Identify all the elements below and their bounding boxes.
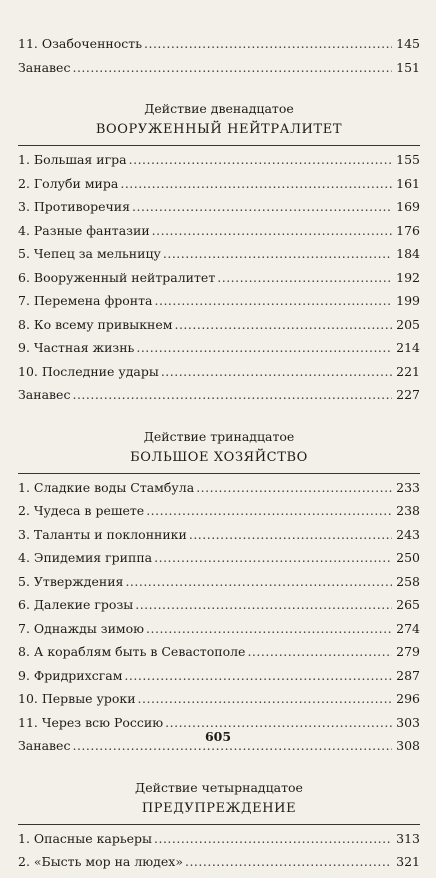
dot-leader	[146, 503, 392, 518]
toc-entry	[18, 199, 420, 223]
dot-leader	[217, 270, 392, 285]
entry-title: 9. Частная жизнь	[18, 340, 135, 355]
entry-page: 184	[396, 246, 420, 261]
toc-entry	[18, 246, 420, 270]
divider	[18, 145, 420, 146]
entry-page: 205	[396, 316, 420, 332]
entry-title: 2. Голуби мира	[18, 175, 119, 191]
entry-title: 10. Первые уроки	[18, 691, 136, 706]
toc-entry	[18, 597, 420, 621]
toc-entry	[18, 152, 420, 176]
entry-title: 1. Опасные карьеры	[18, 830, 153, 846]
toc-entry	[18, 364, 420, 388]
entry-page: 250	[396, 550, 420, 565]
toc-entry	[18, 668, 420, 692]
divider	[18, 824, 420, 825]
act-label: Действие двенадцатое	[144, 101, 294, 116]
entry-title: 1. Сладкие воды Стамбула	[18, 479, 195, 495]
entry-title: 5. Чепец за мельницу	[18, 246, 161, 261]
dot-leader	[165, 715, 392, 730]
entry-title: Занавес	[18, 59, 71, 75]
dot-leader	[129, 152, 392, 167]
entry-title: 5. Утверждения	[18, 573, 124, 589]
entry-title: Занавес	[18, 387, 71, 402]
toc-entry	[18, 480, 420, 504]
entry-page: 238	[396, 503, 420, 518]
toc-entry	[18, 574, 420, 598]
entry-page: 151	[396, 59, 420, 75]
dot-leader	[161, 364, 392, 379]
dot-leader	[120, 176, 392, 191]
dot-leader	[154, 831, 392, 846]
toc-entry	[18, 293, 420, 317]
act-title: ПРЕДУПРЕЖДЕНИЕ	[141, 800, 297, 816]
toc-entry	[18, 176, 420, 200]
dot-leader	[72, 387, 392, 402]
toc-entry	[18, 387, 420, 411]
entry-page: 176	[396, 222, 420, 238]
entry-title: 8. А кораблям быть в Севастополе	[18, 644, 246, 659]
entry-page: 155	[396, 152, 420, 167]
toc-entry	[18, 550, 420, 574]
entry-title: 9. Фридрихсгам	[18, 667, 123, 683]
dot-leader	[154, 550, 392, 565]
dot-leader	[144, 36, 392, 51]
entry-page: 192	[396, 269, 420, 285]
entry-page: 199	[396, 293, 420, 308]
entry-page: 265	[396, 597, 420, 612]
entry-title: 11. Озабоченность	[18, 36, 142, 51]
entry-page: 303	[396, 714, 420, 730]
entry-title: 10. Последние удары	[18, 363, 159, 379]
toc-entry	[18, 831, 420, 855]
act-title: ВООРУЖЕННЫЙ НЕЙТРАЛИТЕТ	[95, 122, 343, 137]
dot-leader	[72, 60, 392, 75]
act-label: Действие четырнадцатое	[135, 779, 303, 795]
dot-leader	[125, 574, 392, 589]
entry-page: 321	[396, 854, 420, 869]
entry-page: 145	[396, 36, 420, 51]
toc-entry	[18, 691, 420, 715]
entry-page: 308	[396, 738, 420, 753]
entry-page: 287	[396, 667, 420, 683]
entry-title: 2. Чудеса в решете	[18, 503, 145, 518]
toc-entry	[18, 644, 420, 668]
toc-entry	[18, 270, 420, 294]
entry-page: 227	[396, 387, 420, 402]
dot-leader	[136, 340, 392, 355]
toc-entry	[18, 36, 420, 60]
toc-entry	[18, 60, 420, 84]
entry-title: 6. Вооруженный нейтралитет	[18, 269, 216, 285]
divider	[18, 473, 420, 474]
entry-title: 4. Эпидемия гриппа	[18, 550, 153, 565]
dot-leader	[196, 480, 392, 495]
dot-leader	[124, 668, 392, 683]
dot-leader	[132, 199, 392, 214]
entry-title: 3. Таланты и поклонники	[18, 526, 187, 542]
toc-entry	[18, 503, 420, 527]
table-of-contents	[18, 36, 420, 878]
dot-leader	[189, 527, 392, 542]
page-number: 605	[204, 729, 232, 744]
entry-title: 6. Далекие грозы	[18, 597, 134, 612]
dot-leader	[185, 854, 392, 869]
entry-title: 7. Перемена фронта	[18, 293, 153, 308]
entry-title: 11. Через всю Россию	[18, 714, 164, 730]
entry-page: 258	[396, 573, 420, 589]
entry-title: Занавес	[18, 738, 71, 753]
dot-leader	[135, 597, 392, 612]
entry-page: 274	[396, 620, 420, 636]
toc-entry	[18, 317, 420, 341]
dot-leader	[138, 691, 392, 706]
entry-page: 313	[396, 830, 420, 846]
entry-title: 1. Большая игра	[18, 152, 127, 167]
act-heading	[18, 778, 420, 820]
toc-entry	[18, 340, 420, 364]
entry-page: 169	[396, 199, 420, 214]
entry-title: 4. Разные фантазии	[18, 222, 150, 238]
dot-leader	[174, 317, 392, 332]
dot-leader	[155, 293, 393, 308]
toc-entry	[18, 223, 420, 247]
act-heading	[18, 427, 420, 469]
dot-leader	[163, 246, 392, 261]
entry-page: 233	[396, 479, 420, 495]
dot-leader	[247, 644, 392, 659]
toc-entry	[18, 527, 420, 551]
entry-page: 243	[396, 526, 420, 542]
entry-title: 7. Однажды зимою	[18, 620, 145, 636]
dot-leader	[152, 223, 392, 238]
entry-page: 296	[396, 691, 420, 706]
entry-page: 221	[396, 363, 420, 379]
toc-entry	[18, 854, 420, 878]
act-heading	[18, 99, 420, 141]
entry-title: 2. «Бысть мор на людех»	[18, 854, 183, 869]
toc-entry	[18, 621, 420, 645]
entry-page: 214	[396, 340, 420, 355]
dot-leader	[146, 621, 392, 636]
entry-title: 3. Противоречия	[18, 199, 131, 214]
act-label: Действие тринадцатое	[143, 428, 295, 444]
entry-page: 161	[396, 175, 420, 191]
entry-page: 279	[396, 644, 420, 659]
act-title: БОЛЬШОЕ ХОЗЯЙСТВО	[130, 449, 308, 465]
entry-title: 8. Ко всему привыкнем	[18, 316, 173, 332]
